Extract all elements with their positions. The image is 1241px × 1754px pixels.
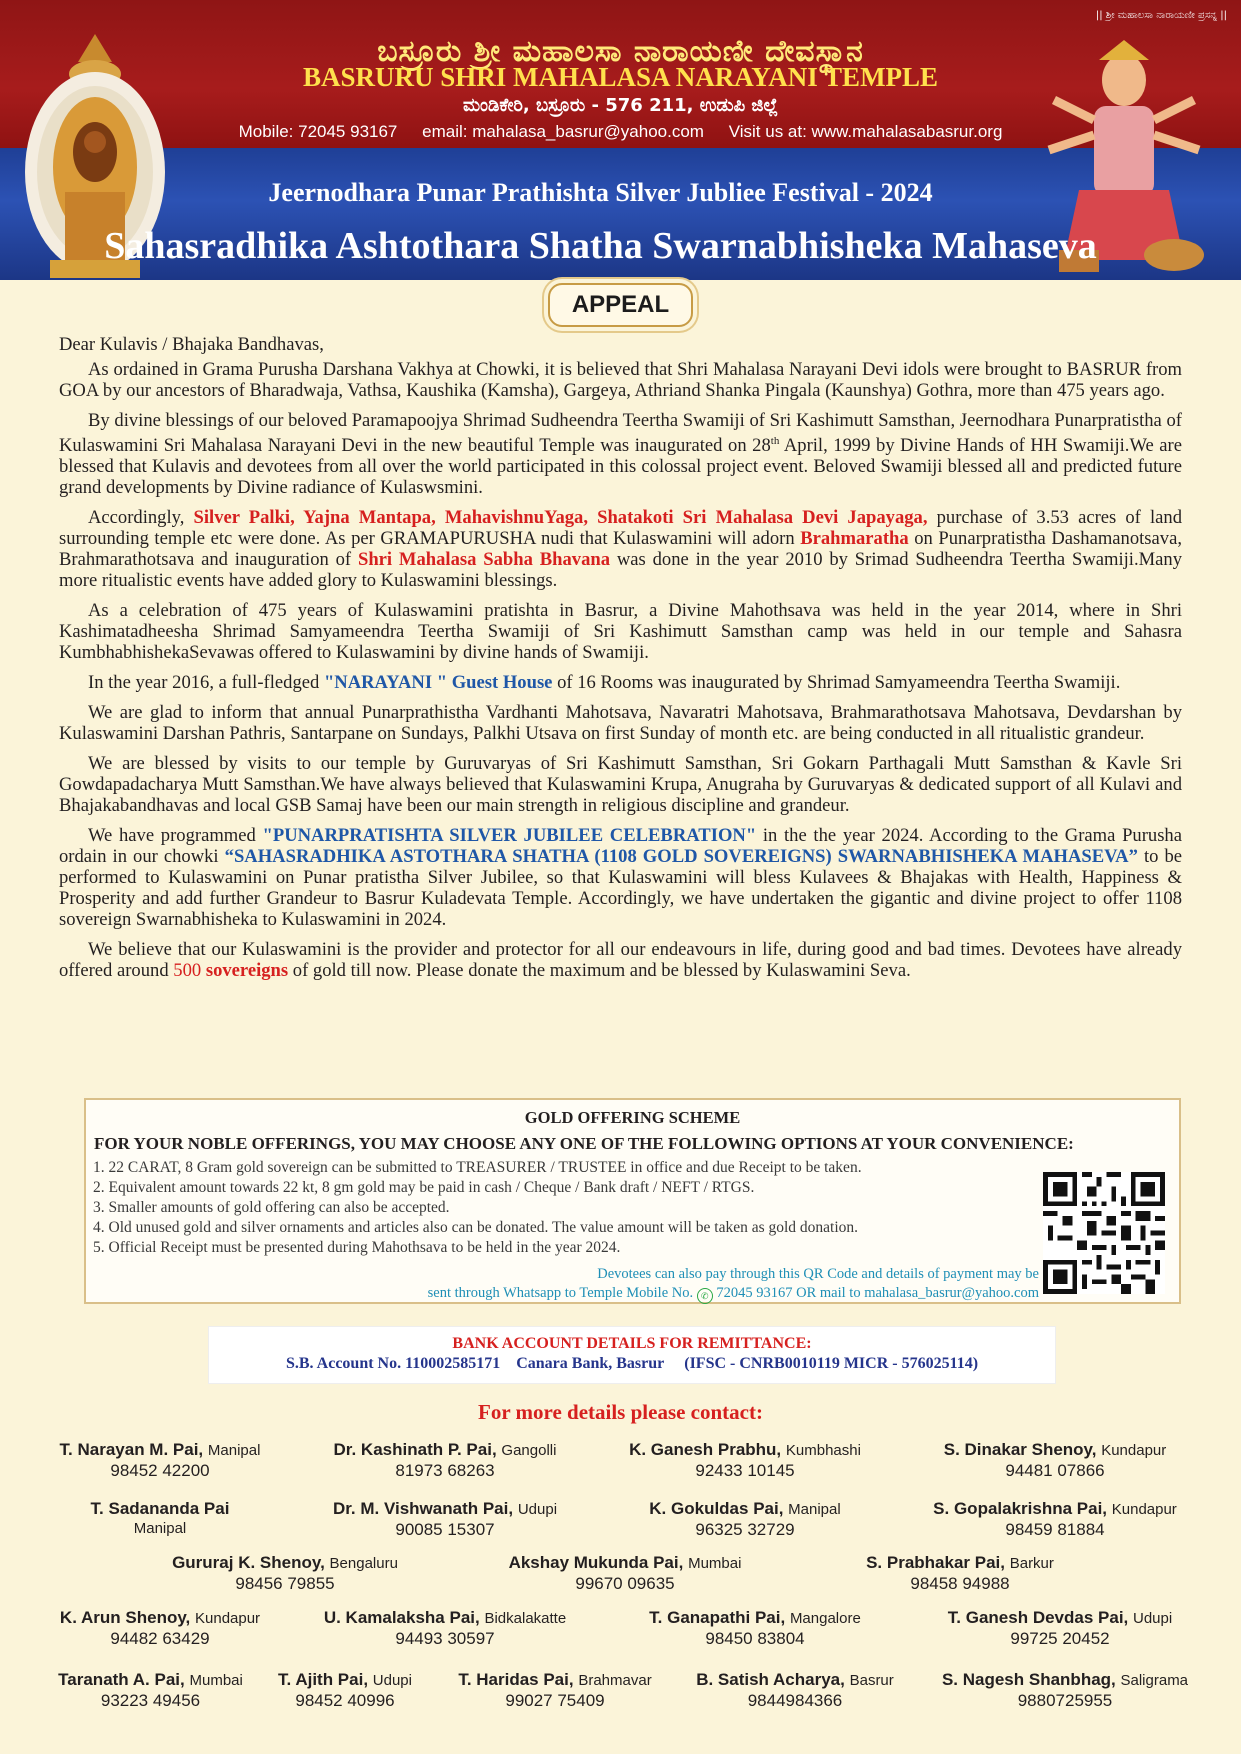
contact-phone: 99027 75409 (505, 1691, 605, 1710)
contact-person (265, 1670, 425, 1711)
appeal-badge: APPEAL (548, 283, 693, 327)
appeal-letter (59, 334, 1182, 990)
list-item: 4. Old unused gold and silver ornaments and articles also can be donated. The value amount will be taken as gold donation. (93, 1219, 859, 1236)
text-run: purchase of 3.53 acres of land surrounding temple etc were done. As per GRAMAPURUSHA nudi that Kulaswamini will adorn (59, 507, 1183, 550)
letter-greeting: Dear Kulavis / Bhajaka Bandhavas, (59, 334, 324, 355)
header-contact-line (0, 122, 1241, 142)
text-run: By divine blessings of our beloved Paramapoojya Shrimad Sudheendra Teertha Swamiji of Sri Kashimutt Samsthan, Jeernodhara Punarpratistha of Kulaswamini Sri Mahalasa Narayani Devi in the new beautiful Temple was inaugurated on 28 (59, 410, 1182, 457)
contact-person (315, 1440, 575, 1481)
festival-title: Jeernodhara Punar Prathishta Silver Jubliee Festival - 2024 (268, 178, 933, 207)
text-run: of gold till now. Please donate the maximum and be blessed by Kulaswamini Seva. (288, 960, 911, 982)
contact-person (150, 1553, 420, 1594)
contact-phone: 94481 07866 (1005, 1461, 1105, 1480)
contact-phone: 98452 42200 (110, 1461, 210, 1480)
contact-person (915, 1499, 1195, 1540)
contact-phone: 98452 40996 (295, 1691, 395, 1710)
contact-person (920, 1440, 1190, 1481)
highlight-text: sovereigns (205, 960, 289, 982)
gold-offering-list (93, 1158, 862, 1258)
contact-name: Gururaj K. Shenoy, (172, 1553, 325, 1572)
contact-place: Manipal (133, 1520, 187, 1537)
text-run: In the year 2016, a full-fledged (88, 672, 324, 694)
letter-paragraph-2 (59, 410, 1182, 498)
contact-person (490, 1553, 760, 1594)
text-run: to be performed to Kulaswamini on Punar pratistha Silver Jubilee, so that Kulaswamini will bless Kulavees & Bhajakas with Health, Happiness & Prosperity and add further Grandeur to Basrur Kuladevata Temple. Accordingly, we have undertaken the gigantic and divine project to offer 1108 sovereign Swarnabhisheka to Kulaswamini in 2024. (59, 846, 1182, 931)
contact-place: Udupi (372, 1672, 412, 1689)
text-run: Accordingly, (88, 507, 194, 529)
contact-phone: 94482 63429 (110, 1629, 210, 1648)
letter-paragraph-9 (59, 939, 1182, 981)
header-blessing-text: || ಶ್ರೀ ಮಹಾಲಸಾ ನಾರಾಯಣೀ ಪ್ರಸನ್ನ || (1095, 10, 1227, 21)
contact-name: K. Ganesh Prabhu, (629, 1440, 782, 1459)
header-mobile: Mobile: 72045 93167 (238, 122, 398, 141)
contact-person (615, 1608, 895, 1649)
contact-name: Akshay Mukunda Pai, (508, 1553, 684, 1572)
header-email: email: mahalasa_basrur@yahoo.com (422, 122, 704, 141)
contact-name: B. Satish Acharya, (696, 1670, 845, 1689)
contact-name: S. Dinakar Shenoy, (943, 1440, 1097, 1459)
contact-person (315, 1499, 575, 1540)
contact-place: Barkur (1009, 1555, 1054, 1572)
contact-phone: 92433 10145 (695, 1461, 795, 1480)
text-run: We believe that our Kulaswamini is the provider and protector for all our endeavours in life, during good and bad times. Devotees have already offered around (59, 939, 1182, 982)
contact-phone: 98458 94988 (910, 1574, 1010, 1593)
contact-person (680, 1670, 910, 1711)
contact-place: Kundapur (195, 1610, 261, 1627)
bank-details-title: BANK ACCOUNT DETAILS FOR REMITTANCE: (452, 1335, 812, 1352)
text-run: April, 1999 by Divine Hands of HH Swamiji.We are blessed that Kulavis and devotees from all over the world participated in this colossal project event. Beloved Swamiji blessed all and predicted future grand developments by Divine radiance of Kulaswsmini. (59, 435, 1183, 499)
contact-name: K. Arun Shenoy, (59, 1608, 191, 1627)
highlight-text: “SAHASRADHIKA ASTOTHARA SHATHA (1108 GOLD SOVEREIGNS) SWARNABHISHEKA MAHASEVA” (224, 846, 1138, 868)
text-run: of 16 Rooms was inaugurated by Shrimad Samyameendra Teertha Swamiji. (552, 672, 1121, 694)
header-website: Visit us at: www.mahalasabasrur.org (728, 122, 1003, 141)
contact-phone: 81973 68263 (395, 1461, 495, 1480)
contact-phone: 96325 32729 (695, 1520, 795, 1539)
contact-name: T. Narayan M. Pai, (59, 1440, 204, 1459)
contact-phone: 99670 09635 (575, 1574, 675, 1593)
contact-phone: 90085 15307 (395, 1520, 495, 1539)
contact-person (840, 1553, 1080, 1594)
contact-place: Mumbai (189, 1672, 243, 1689)
contact-phone: 98459 81884 (1005, 1520, 1105, 1539)
highlight-text: Silver Palki, Yajna Mantapa, MahavishnuYaga, Shatakoti Sri Mahalasa Devi Japayaga, (193, 507, 928, 529)
contact-name: T. Haridas Pai, (458, 1670, 574, 1689)
temple-address-kannada: ಮಂಡಿಕೇರಿ, ಬಸ್ರೂರು - 576 211, ಉಡುಪಿ ಜಿಲ್ಲೆ (462, 95, 779, 116)
contact-name: S. Prabhakar Pai, (866, 1553, 1005, 1572)
mahaseva-title: Sahasradhika Ashtothara Shatha Swarnabhisheka Mahaseva (104, 225, 1097, 267)
contact-phone: 98450 83804 (705, 1629, 805, 1648)
contact-name: S. Gopalakrishna Pai, (933, 1499, 1108, 1518)
contact-place: Saligrama (1120, 1672, 1189, 1689)
bank-ifsc: (IFSC - CNRB0010119 MICR - 576025114) (684, 1355, 979, 1372)
contact-person (305, 1608, 585, 1649)
contact-name: Dr. M. Vishwanath Pai, (332, 1499, 514, 1518)
contact-person (925, 1608, 1195, 1649)
contact-phone: 98456 79855 (235, 1574, 335, 1593)
contact-name: T. Ganesh Devdas Pai, (947, 1608, 1129, 1627)
contact-place: Brahmavar (578, 1672, 652, 1689)
text-run: 72045 93167 OR mail to mahalasa_basrur@yahoo.com (716, 1285, 1039, 1301)
contact-person (38, 1670, 263, 1711)
text-run: in the the year 2024. According to the Grama Purusha ordain in our chowki (59, 825, 1182, 868)
gold-offering-subtitle: FOR YOUR NOBLE OFFERINGS, YOU MAY CHOOSE ANY ONE OF THE FOLLOWING OPTIONS AT YOUR CONVENIENCE: (94, 1134, 1074, 1153)
bank-details-box (208, 1326, 1056, 1384)
contact-person (615, 1499, 875, 1540)
contact-place: Basrur (849, 1672, 894, 1689)
contact-name: T. Sadananda Pai (90, 1499, 230, 1518)
contact-place: Manipal (788, 1501, 841, 1518)
contact-person (40, 1608, 280, 1649)
contact-place: Mumbai (688, 1555, 742, 1572)
header-banner (0, 0, 1241, 280)
bank-name: Canara Bank, Basrur (516, 1355, 665, 1372)
highlight-text: "PUNARPRATISHTA SILVER JUBILEE CELEBRATION" (262, 825, 757, 847)
highlight-text: Shri Mahalasa Sabha Bhavana (357, 549, 610, 571)
temple-name-kannada: ಬಸ್ರೂರು ಶ್ರೀ ಮಹಾಲಸಾ ನಾರಾಯಣೀ ದೇವಸ್ಥಾನ (377, 34, 864, 69)
qr-code-icon[interactable] (1043, 1172, 1165, 1294)
letter-paragraph-1: As ordained in Grama Purusha Darshana Vakhya at Chowki, it is believed that Shri Mahalasa Narayani Devi idols were brought to BASRUR from GOA by our ancestors of Bharadwaja, Vathsa, Kaushika (Kamsha), Gargeya, Athriand Shanka Pingala (Kaunshya) Gothra, more than 475 years ago. (59, 359, 1182, 401)
contact-place: Manipal (207, 1442, 261, 1459)
contact-person (40, 1499, 280, 1539)
contact-person (40, 1440, 280, 1481)
highlight-text: Brahmaratha (800, 528, 909, 550)
contact-phone: 9880725955 (1017, 1691, 1113, 1710)
contact-person (440, 1670, 670, 1711)
qr-note-line-1: Devotees can also pay through this QR Code and details of payment may be (597, 1266, 1039, 1282)
contact-place: Bengaluru (329, 1555, 398, 1572)
list-item: 2. Equivalent amount towards 22 kt, 8 gm gold may be paid in cash / Cheque / Bank draft / NEFT / RTGS. (93, 1179, 755, 1196)
contact-person (615, 1440, 875, 1481)
letter-paragraph-3 (59, 507, 1182, 591)
text-run: on Punarpratistha Dashamanotsava, Brahmarathotsava and inauguration of (59, 528, 1182, 571)
contact-place: Mangalore (789, 1610, 861, 1627)
contacts-heading: For more details please contact: (478, 1400, 763, 1424)
superscript: th (770, 435, 780, 447)
contact-place: Bidkalakatte (484, 1610, 567, 1627)
temple-name-english: BASRURU SHRI MAHALASA NARAYANI TEMPLE (302, 62, 939, 92)
contact-place: Gangolli (501, 1442, 557, 1459)
contact-name: Taranath A. Pai, (58, 1670, 185, 1689)
contact-name: K. Gokuldas Pai, (649, 1499, 784, 1518)
text-run: was done in the year 2010 by Srimad Sudheendra Teertha Swamiji.Many more ritualistic events have added glory to Kulaswamini blessings. (59, 549, 1182, 592)
contact-place: Udupi (1133, 1610, 1173, 1627)
letter-paragraph-6: We are glad to inform that annual Punarprathistha Vardhanti Mahotsava, Navaratri Mahotsava, Brahmarathotsava Mahotsava, Devdarshan by Kulaswamini Darshan Pathris, Santarpane on Sundays, Palkhi Utsava on first Sunday of month etc. are being conducted in all ritualistic grandeur. (59, 702, 1182, 745)
gold-offering-box (84, 1098, 1181, 1304)
contact-place: Kundapur (1101, 1442, 1167, 1459)
contact-name: Dr. Kashinath P. Pai, (333, 1440, 497, 1459)
contact-name: S. Nagesh Shanbhag, (941, 1670, 1116, 1689)
highlight-number: 500 (173, 960, 202, 982)
contact-person (925, 1670, 1205, 1711)
contact-place: Udupi (517, 1501, 558, 1518)
bank-account-number: S.B. Account No. 110002585171 (285, 1355, 501, 1372)
contact-name: T. Ganapathi Pai, (649, 1608, 786, 1627)
contact-place: Kundapur (1111, 1501, 1177, 1518)
qr-note-line-2 (428, 1284, 1039, 1304)
contact-phone: 93223 49456 (100, 1691, 201, 1710)
contact-place: Kumbhashi (785, 1442, 861, 1459)
qr-payment-note (428, 1265, 1039, 1304)
text-run: We have programmed (88, 825, 263, 847)
bank-details-line (209, 1355, 1055, 1373)
highlight-text: "NARAYANI " Guest House (323, 672, 553, 694)
contact-phone: 99725 20452 (1010, 1629, 1110, 1648)
letter-paragraph-5 (59, 672, 1182, 693)
text-run: sent through Whatsapp to Temple Mobile No. (427, 1285, 694, 1301)
contact-phone: 94493 30597 (395, 1629, 495, 1648)
gold-offering-title: GOLD OFFERING SCHEME (524, 1108, 741, 1127)
letter-paragraph-8 (59, 825, 1182, 930)
whatsapp-icon: ✆ (697, 1288, 713, 1304)
contact-phone: 9844984366 (747, 1691, 843, 1710)
letter-paragraph-7: We are blessed by visits to our temple by Guruvaryas of Sri Kashimutt Samsthan, Sri Gokarn Parthagali Mutt Samsthan & Kavle Sri Gowdapadacharya Mutt Samsthan.We have always believed that Kulaswamini Krupa, Anugraha by Guruvaryas & dedicated support of all Kulavi and Bhajakabandhavas and local GSB Samaj have been our main strength in religious discipline and grandeur. (59, 753, 1182, 817)
letter-paragraph-4: As a celebration of 475 years of Kulaswamini pratishta in Basrur, a Divine Mahothsava was held in the year 2014, where in Shri Kashimatadheesha Shrimad Samyameendra Teertha Swamiji of Sri Kashimutt Samsthan camp was held in our temple and Sahasra KumbhabhishekaSevawas offered to Kulaswamini by divine hands of Swamiji. (59, 600, 1182, 664)
list-item: 1. 22 CARAT, 8 Gram gold sovereign can be submitted to TREASURER / TRUSTEE in office and due Receipt to be taken. (93, 1159, 862, 1176)
appeal-heading-wrap (0, 283, 1241, 327)
contact-name: T. Ajith Pai, (278, 1670, 369, 1689)
contact-name: U. Kamalaksha Pai, (323, 1608, 480, 1627)
list-item: 5. Official Receipt must be presented during Mahothsava to be held in the year 2024. (93, 1239, 621, 1256)
list-item: 3. Smaller amounts of gold offering can also be accepted. (93, 1199, 450, 1216)
